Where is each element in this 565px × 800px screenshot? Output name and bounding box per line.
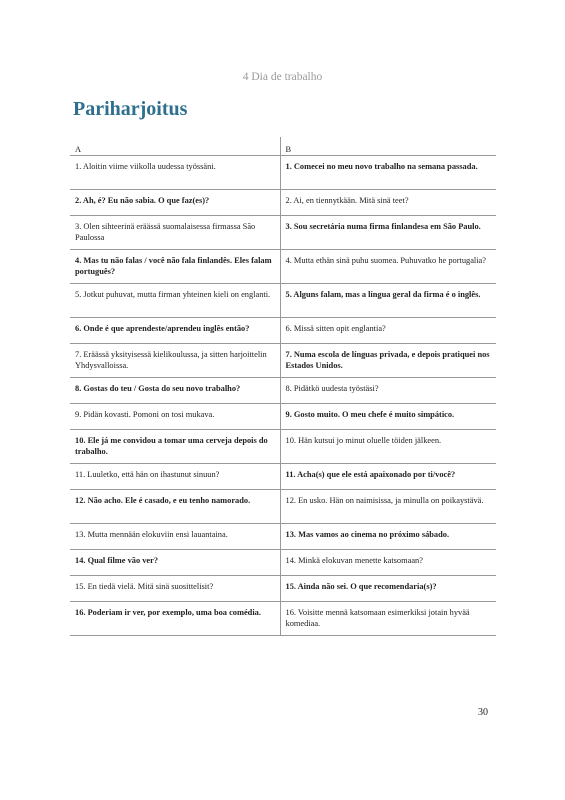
table-header-row <box>70 137 496 156</box>
page-number: 30 <box>478 707 488 718</box>
chapter-header: 4 Dia de trabalho <box>242 71 323 83</box>
column-header-b: B <box>280 137 496 156</box>
cell-a: 13. Mutta mennään elokuviin ensi lauantaina. <box>70 524 280 550</box>
cell-b: 5. Alguns falam, mas a língua geral da firma é o inglês. <box>280 284 496 318</box>
cell-a: 4. Mas tu não falas / você não fala finlandês. Eles falam português? <box>70 250 280 284</box>
table-row <box>70 404 496 430</box>
cell-b: 12. En usko. Hän on naimisissa, ja minulla on poikaystävä. <box>280 490 496 524</box>
table-row <box>70 250 496 284</box>
cell-b: 4. Mutta ethän sinä puhu suomea. Puhuvatko he portugalia? <box>280 250 496 284</box>
cell-b: 15. Ainda não sei. O que recomendaria(s)? <box>280 576 496 602</box>
cell-b: 14. Minkä elokuvan menette katsomaan? <box>280 550 496 576</box>
cell-a: 8. Gostas do teu / Gosta do seu novo trabalho? <box>70 378 280 404</box>
pair-exercise-table <box>70 137 496 636</box>
column-header-a: A <box>70 137 280 156</box>
table-row <box>70 464 496 490</box>
table-row <box>70 602 496 636</box>
table-row <box>70 344 496 378</box>
table-row <box>70 524 496 550</box>
page-title: Pariharjoitus <box>73 98 188 120</box>
table-row <box>70 156 496 190</box>
cell-a: 9. Pidän kovasti. Pomoni on tosi mukava. <box>70 404 280 430</box>
cell-a: 6. Onde é que aprendeste/aprendeu inglês então? <box>70 318 280 344</box>
table-row <box>70 576 496 602</box>
cell-b: 16. Voisitte mennä katsomaan esimerkiksi jotain hyvää komediaa. <box>280 602 496 636</box>
cell-a: 2. Ah, é? Eu não sabia. O que faz(es)? <box>70 190 280 216</box>
cell-b: 10. Hän kutsui jo minut oluelle töiden jälkeen. <box>280 430 496 464</box>
cell-a: 5. Jotkut puhuvat, mutta firman yhteinen kieli on englanti. <box>70 284 280 318</box>
cell-a: 14. Qual filme vão ver? <box>70 550 280 576</box>
cell-b: 2. Ai, en tiennytkään. Mitä sinä teet? <box>280 190 496 216</box>
cell-a: 1. Aloitin viime viikolla uudessa työssäni. <box>70 156 280 190</box>
cell-a: 11. Luuletko, että hän on ihastunut sinuun? <box>70 464 280 490</box>
cell-b: 9. Gosto muito. O meu chefe é muito simpático. <box>280 404 496 430</box>
table-row <box>70 378 496 404</box>
table-row <box>70 284 496 318</box>
table-row <box>70 430 496 464</box>
cell-a: 3. Olen sihteerinä eräässä suomalaisessa firmassa São Paulossa <box>70 216 280 250</box>
cell-b: 11. Acha(s) que ele está apaixonado por ti/você? <box>280 464 496 490</box>
cell-a: 12. Não acho. Ele é casado, e eu tenho namorado. <box>70 490 280 524</box>
cell-b: 1. Comecei no meu novo trabalho na semana passada. <box>280 156 496 190</box>
table-row <box>70 318 496 344</box>
cell-a: 15. En tiedä vielä. Mitä sinä suosittelisit? <box>70 576 280 602</box>
cell-b: 7. Numa escola de línguas privada, e depois pratiquei nos Estados Unidos. <box>280 344 496 378</box>
cell-b: 6. Missä sitten opit englantia? <box>280 318 496 344</box>
table-row <box>70 490 496 524</box>
cell-b: 8. Pidätkö uudesta työstäsi? <box>280 378 496 404</box>
cell-b: 3. Sou secretária numa firma finlandesa em São Paulo. <box>280 216 496 250</box>
table-row <box>70 550 496 576</box>
cell-a: 10. Ele já me convidou a tomar uma cerveja depois do trabalho. <box>70 430 280 464</box>
table-row <box>70 190 496 216</box>
cell-b: 13. Mas vamos ao cinema no próximo sábado. <box>280 524 496 550</box>
cell-a: 16. Poderiam ir ver, por exemplo, uma boa comédia. <box>70 602 280 636</box>
cell-a: 7. Eräässä yksityisessä kielikoulussa, ja sitten harjoittelin Yhdysvalloissa. <box>70 344 280 378</box>
table-row <box>70 216 496 250</box>
